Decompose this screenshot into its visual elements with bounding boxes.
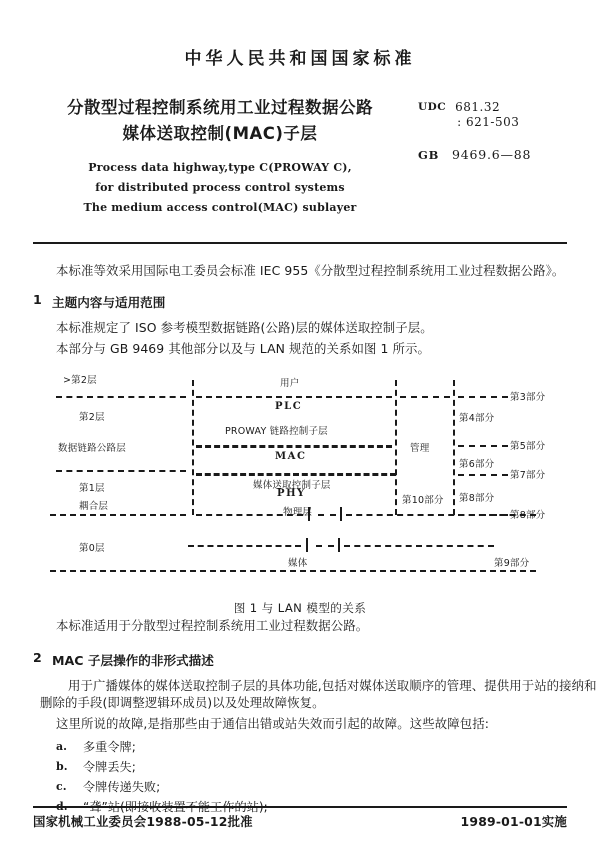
rule-media-bus-left	[188, 545, 301, 547]
rule-center-plc-mac	[196, 445, 392, 448]
tick-media-bus-left	[306, 538, 308, 552]
footer-divider-rule	[33, 806, 567, 808]
footer-effective-date: 1989-01-01实施	[460, 814, 567, 829]
section-1-paragraph-2: 本部分与 GB 9469 其他部分以及与 LAN 规范的关系如图 1 所示。	[56, 341, 431, 356]
chinese-title-block	[30, 95, 410, 147]
figure-center-label-phy: PHY	[277, 488, 306, 499]
list-item-marker-b: b.	[56, 760, 68, 773]
masthead	[0, 44, 600, 69]
rule-figure-bottom	[50, 570, 536, 572]
tick-media-right	[340, 507, 342, 521]
figure-right-label-part6: 第6部分	[459, 459, 495, 470]
list-item-marker-a: a.	[56, 740, 67, 753]
section-1-number: 1	[33, 292, 42, 307]
figure-label-part10: 第10部分	[402, 495, 444, 506]
figure-center-label-plc: PLC	[275, 401, 303, 412]
figure-left-label-layer1: 第1层	[79, 483, 105, 494]
rule-media-bus-mid	[316, 545, 334, 547]
footer-approval-text: 国家机械工业委员会1988-05-12批准	[33, 814, 253, 829]
figure-center-label-proway-llc: PROWAY 链路控制子层	[225, 426, 328, 437]
udc-value-primary: 681.32	[455, 100, 501, 114]
chinese-title-line-1: 分散型过程控制系统用工业过程数据公路	[67, 98, 373, 117]
figure-center-label-physical-layer: 物理层	[283, 507, 313, 518]
figure-center-label-mac-sublayer: 媒体送取控制子层	[253, 480, 331, 491]
section-2-paragraph-2: 这里所说的故障,是指那些由于通信出错或站失效而引起的故障。这些故障包括:	[56, 716, 489, 731]
rule-center-user-plc	[196, 396, 392, 398]
section-1-heading: 主题内容与适用范围	[52, 295, 166, 310]
after-figure-paragraph: 本标准适用于分散型过程控制系统用工业过程数据公路。	[56, 618, 369, 633]
gb-row	[418, 147, 583, 162]
intro-paragraph: 本标准等效采用国际电工委员会标准 IEC 955《分散型过程控制系统用工业过程数据公路》。	[56, 263, 565, 278]
list-item-text-c: 令牌传递失败;	[83, 780, 161, 794]
figure-left-label-datalink-highway: 数据链路公路层	[58, 443, 126, 454]
rule-part5-pointer	[458, 445, 508, 447]
rule-left-above-layer1	[56, 470, 186, 472]
figure-right-label-part8-inner: 第8部分	[459, 493, 495, 504]
rule-center-phy-media-mid	[318, 514, 336, 516]
figure-right-label-part9: 第9部分	[494, 558, 530, 569]
section-2-paragraph-1-line-2: 删除的手段(即调整逻辑环成员)以及处理故障恢复。	[40, 695, 325, 710]
figure-center-label-user: 用户	[280, 378, 300, 389]
tick-media-bus-right	[338, 538, 340, 552]
rule-left-above-layer2	[56, 396, 186, 398]
english-title-line-2: for distributed process control systems	[95, 181, 345, 194]
section-2-number: 2	[33, 650, 42, 665]
standard-code-block	[418, 100, 583, 162]
list-item-marker-c: c.	[56, 780, 67, 793]
rule-part3-pointer	[458, 396, 508, 398]
figure-right-label-part3: 第3部分	[510, 392, 546, 403]
rule-part7-pointer	[458, 474, 508, 476]
english-title-line-1: Process data highway,type C(PROWAY C),	[88, 161, 352, 174]
section-2-paragraph-1-line-1: 用于广播媒体的媒体送取控制子层的具体功能,包括对媒体送取顺序的管理、提供用于站的接纳和	[68, 678, 597, 693]
section-2-heading: MAC 子层操作的非形式描述	[52, 653, 214, 668]
figure-right-label-part5: 第5部分	[510, 441, 546, 452]
udc-label: UDC	[418, 101, 447, 113]
list-item-text-b: 令牌丢失;	[83, 760, 136, 774]
figure-left-label-above-layer2: >第2层	[63, 375, 97, 386]
rule-left-above-layer0	[50, 514, 186, 516]
divider-left-column	[192, 380, 194, 515]
figure-right-label-part8-outer: 第8部分	[510, 510, 546, 521]
divider-right-column	[453, 380, 455, 515]
figure-left-label-layer0: 第0层	[79, 543, 105, 554]
udc-value-secondary: : 621-503	[457, 115, 520, 129]
figure-center-label-mac: MAC	[275, 451, 307, 462]
figure-right-label-part4: 第4部分	[459, 413, 495, 424]
figure-label-management: 管理	[410, 443, 430, 454]
figure-1-caption: 图 1 与 LAN 模型的关系	[233, 601, 367, 615]
figure-right-label-part7: 第7部分	[510, 470, 546, 481]
header-divider-rule	[33, 242, 567, 244]
rule-part3-inner	[400, 396, 450, 398]
english-title-line-3: The medium access control(MAC) sublayer	[83, 201, 357, 214]
gb-label: GB	[418, 148, 440, 162]
rule-part8-pointer	[458, 514, 508, 516]
divider-center-column	[395, 380, 397, 515]
list-item-text-a: 多重令牌;	[83, 740, 136, 754]
figure-1-lan-model-relationship	[0, 370, 600, 585]
figure-left-label-layer2: 第2层	[79, 412, 105, 423]
rule-media-bus-right	[344, 545, 494, 547]
chinese-title-line-2: 媒体送取控制(MAC)子层	[122, 124, 318, 143]
english-title-block	[30, 158, 410, 218]
udc-row	[418, 100, 583, 130]
rule-center-mac-phy	[196, 473, 396, 476]
udc-values	[455, 100, 519, 130]
national-standard-title: 中华人民共和国国家标准	[184, 49, 416, 69]
figure-left-label-coupling: 耦合层	[79, 501, 109, 512]
figure-center-label-media: 媒体	[288, 558, 308, 569]
gb-number: 9469.6—88	[451, 147, 532, 162]
section-1-paragraph-1: 本标准规定了 ISO 参考模型数据链路(公路)层的媒体送取控制子层。	[56, 320, 433, 335]
